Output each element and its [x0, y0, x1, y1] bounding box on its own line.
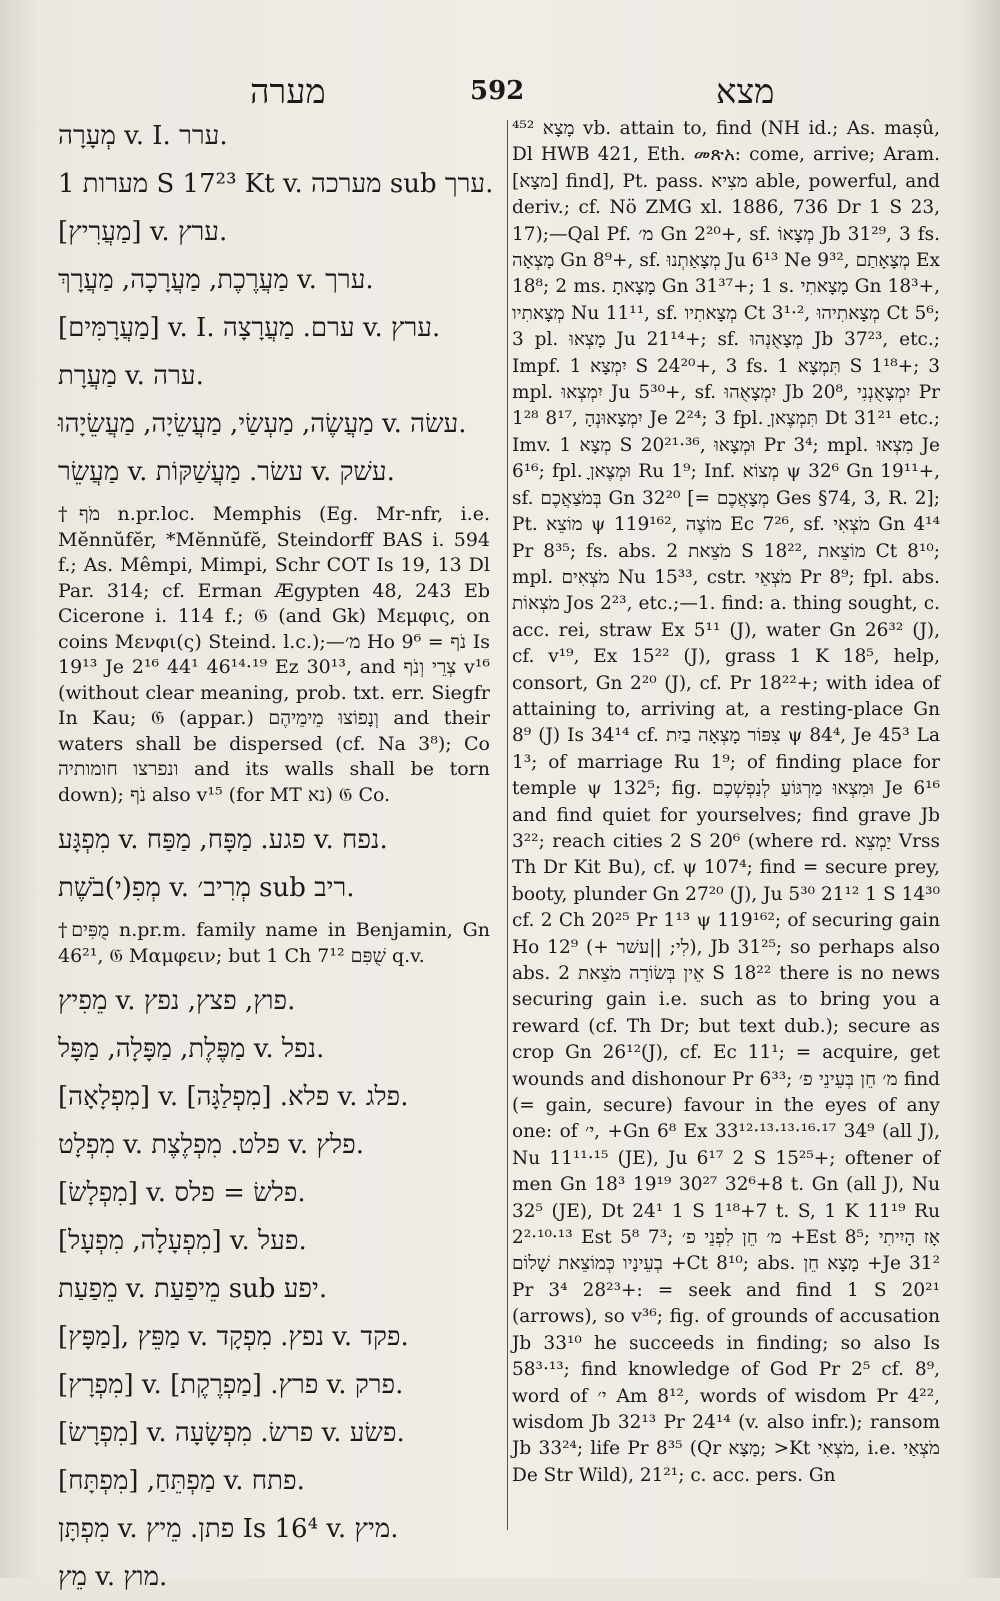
entry-maarat: מַעֲרָת v. ערה. — [58, 361, 204, 391]
column-divider — [507, 120, 508, 1530]
running-head — [0, 72, 1000, 112]
right-column — [512, 112, 940, 1497]
entry-mappats: [מַפָּץ], מַפֵּץ v. נפץ. מִפְקָד v. פקד. — [58, 1322, 409, 1352]
entry-maariz: [מַעֲרִיץ] v. ערץ. — [58, 217, 228, 247]
running-head-right: מצא — [716, 72, 775, 112]
entry-mifal: [מִפְעָלָה, מִפְעָל] v. פעל. — [58, 1226, 307, 1256]
entry-mifras: [מִפְרָשׂ] v. פרשׂ. מִפְשָׂעָה v. פשׂע. — [58, 1418, 405, 1448]
entry-mifrats: [מִפְרָץ] v. פרץ. [מַפְרֶקֶת] v. פרק. — [58, 1370, 404, 1400]
entry-maaramim: [מַעֲרָמִּים] v. I. ערם. מַעֲרָצָה v. ערץ. — [58, 313, 441, 343]
entry-miflas: [מִפְלָשׂ] v. פלשׂ = פלס. — [58, 1178, 306, 1208]
entry-mets: מֵץ v. מוץ. — [58, 1562, 168, 1592]
entry-maarah: מְעָרָה v. I. ערר. — [58, 121, 228, 151]
entry-mifla-ah: [מִפְלָאָה] v. פלא. [מִפְלַגָּה] v. פלג. — [58, 1082, 409, 1112]
entry-matsa: מָצָא ⁴⁵² vb. attain to, find (NH id.; As. maṣû, Dl HWB 421, Eth. መጽአ: come, arrive; Aram. [מצָא] find], Pt. pass. מצִיא able, powerful, and deriv.; cf. Nö ZMG xl. 1886, 736 Dr 1 S 23, 17);—Qal Pf. מ׳ Gn 2²⁰+, sf. מְצָאוֹ Jb 31²⁹, 3 fs. מָצְאָה Gn 8⁹+, sf. מְצָאַתְנוּ Ju 6¹³ Ne 9³², מְצָאָתַם Ex 18⁸; 2 ms. מָצָאתָ Gn 31³⁷+; 1 s. מָצָאתִי Gn 18³+, מְצָאתִיו Nu 11¹¹, sf. מְצָאתִיו Ct 3¹·², מְצָאתִיהוּ Ct 5⁶; 3 pl. מָצְאוּ Ju 21¹⁴+; sf. מְצָאֻנְהוּ Jb 37²³, etc.; Impf. יִמְצָא 1 S 24²⁰+, 3 fs. תִּמְצָא 1 S 1¹⁸+; 3 mpl. יִמְצְאוּ Ju 5³⁰+, sf. יִמְצָאֻהוּ Jb 20⁸, יִמְצָאֻנְנִי Pr 1²⁸ 8¹⁷, יִמְצָאוּנְהָ Je 2²⁴; 3 fpl. תִּמְצֶאןָ Dt 31²¹ etc.; Imv. מְצָא 1 S 20²¹·³⁶, וּמְצָאוּ Pr 3⁴; mpl. מִצְאוּ Je 6¹⁶; fpl. וּמְצֶאןָ Ru 1⁹; Inf. מְצוֹא ψ 32⁶ Gn 19¹¹+, sf. בְּמֹצַאֲכֶם Gn 32²⁰ [= מְצָאֲכֶם Ges §74, 3, R. 2]; Pt. מוֹצֵא ψ 119¹⁶², מוֹצֶה Ec 7²⁶, sf. מֹצְאִי Gn 4¹⁴ Pr 8³⁵; fs. abs. מֹצֵאת 2 S 18²², מוֹצֵאת Ct 8¹⁰; mpl. מֹצְאִים Nu 15³³, cstr. מֹצְאֵי Pr 8⁹; fpl. abs. מֹצְאוֹת Jos 2²³, etc.;—1. find: a. thing sought, c. acc. rei, straw Ex 5¹¹ (J), water Gn 26³² (J), cf. v¹⁹, Ex 15²² (J), grass 1 K 18⁵, help, consort, Gn 2²⁰ (J), cf. Pr 18²²+; with idea of attaining to, arriving at, a resting-place Gn 8⁹ (J) Is 34¹⁴ cf. צִפּוֹר מָצְאָה בַיִת ψ 84⁴, Je 45³ La 1³; of marriage Ru 1⁹; of finding place for temple ψ 132⁵; fig. וּמִצְאוּ מַרְגּוֹעַ לְנַפְשְׁכֶם Je 6¹⁶ and find quiet for yourselves; find grave Jb 3²²; reach cities 2 S 20⁶ (where rd. יַמְצֵא Vrss Th Dr Kit Bu), cf. ψ 107⁴; find = secure prey, booty, plunder Gn 27²⁰ (J), Ju 5³⁰ 21¹² 1 S 14³⁰ cf. 2 Ch 20²⁵ Pr 1¹³ ψ 119¹⁶²; of securing gain Ho 12⁹ (+ לִי; ||עשׁר), Jb 31²⁵; so perhaps also abs. אֵין בְּשׂוֹרָה מֹצֵאת 2 S 18²² there is no news securing gain i.e. such as to bring you a reward (cf. Th Dr; but text dub.); secure as crop Gn 26¹²(J), cf. Ec 11¹; = acquire, get wounds and dishonour Pr 6³³; מ׳ חֵן בְּעֵינֵי פ׳ find (= gain, secure) favour in the eyes of any one: of י׳, +Gn 6⁸ Ex 33¹²·¹³·¹³·¹⁶·¹⁷ 34⁹ (all J), Nu 11¹¹·¹⁵ (JE), Ju 6¹⁷ 2 S 15²⁵+; oftener of men Gn 18³ 19¹⁹ 30²⁷ 32⁶+8 t. Gn (all J), Nu 32⁵ (JE), Dt 24¹ 1 S 1¹⁸+7 t. S, 1 K 11¹⁹ Ru 2²·¹⁰·¹³ Est 5⁸ 7³; מ׳ חֵן לִפְנֵי פ׳ +Est 8⁵; אָז הָיִיתִי בְעֵינָיו כְּמוֹצֵאת שָׁלוֹם +Ct 8¹⁰; abs. מָצָא חֵן +Je 31² Pr 3⁴ 28²³+: = seek and find 1 S 20²¹ (arrows), so v³⁶; fig. of grounds of accusation Jb 33¹⁰ he succeeds in finding; so also Is 58³·¹³; find knowledge of God Pr 2⁵ cf. 8⁹, word of י׳ Am 8¹², words of wisdom Pr 4²², wisdom Jb 32¹³ Pr 24¹⁴ (v. also infr.); ransom Jb 33²⁴; life Pr 8³⁵ (Qr מָצָא; >Kt מֹצְאִי, i.e. מֹצְאַי De Str Wild), 21²¹; c. acc. pers. Gn — [512, 118, 941, 1486]
entry-maaser: מַעֲשֵׂר v. עשׂר. מַעֲשַׁקּוֹת v. עשׁק. — [58, 457, 395, 487]
entry-memphis: †מֹף n.pr.loc. Memphis (Eg. Mr-nfr, i.e. Mĕnnŭfĕr, *Mĕnnŭfĕ, Steindorff BAS i. 594 f.; As. Mêmpi, Mimpi, Schr COT Is 19, 13 Dl Par. 314; cf. Erman Ægypten 48, 243 Eb Cicerone i. 114 f.; 𝔊 (and Gk) Μεμφις, on coins Μενφι(ς) Steind. l.c.);—מ׳ Ho 9⁶ = נֹף Is 19¹³ Je 2¹⁶ 44¹ 46¹⁴·¹⁹ Ez 30¹³, and צְרֵי וְנֹף v¹⁶ (without clear meaning, prob. txt. err. Siegfr In Kau; 𝔊 (appar.) וְנָפוֹצוּ מֵימֵיהֶם and their waters shall be dispersed (cf. Na 3⁸); Co ונפרצו חומותיה and its walls shall be torn down); נֹף also v¹⁵ (for MT נא) 𝔊 Co. — [58, 503, 491, 806]
entry-miftan: מִפְתָּן v. פתן. מֵיץ Is 16⁴ v. מיץ. — [58, 1514, 399, 1544]
entry-maarot: מערות 1 S 17²³ Kt v. מערכה sub ערך. — [58, 169, 494, 199]
entry-mafteah: מַפְתֵּחַ, [מִפְתָּח] v. פתח. — [58, 1466, 305, 1496]
entry-mappelet: מַפֶּלֶת, מַפָּלָה, מַפָּל v. נפל. — [58, 1034, 325, 1064]
entry-mefaat: מֵפַעַת v. מֵיפַעַת sub יפע. — [58, 1274, 328, 1304]
left-column — [58, 112, 494, 1601]
entry-mefiboshet: מְפִ(י)בֹשֶׁת v. מְרִיב׳ sub ריב. — [58, 873, 355, 903]
entry-muppim: †מֻפִּים n.pr.m. family name in Benjamin, Gn 46²¹, 𝔊 Μαμφειν; but 1 Ch 7¹² שֻׁפִּם q.v. — [58, 919, 490, 967]
entry-miflat: מִפְלָט v. פלט. מִפְלֶצֶת v. פלץ. — [58, 1130, 365, 1160]
entry-maarekhet: מַעֲרֶכֶת, מַעֲרָכָה, מַעֲרָךְ v. ערך. — [58, 265, 374, 295]
running-head-left: מערה — [250, 72, 326, 112]
entry-mefits: מֵפִיץ v. פוץ, פצץ, נפץ. — [58, 986, 296, 1016]
page-number: 592 — [470, 76, 525, 106]
entry-maaseh: מַעֲשֶׂה, מַעְשַׂי, מַעֲשֵׂיָה, מַעֲשֵׂיָהוּ v. עשׂה. — [58, 409, 467, 439]
entry-mifga: מִפְגָּע v. פגע. מַפָּח, מַפַּח v. נפח. — [58, 825, 388, 855]
